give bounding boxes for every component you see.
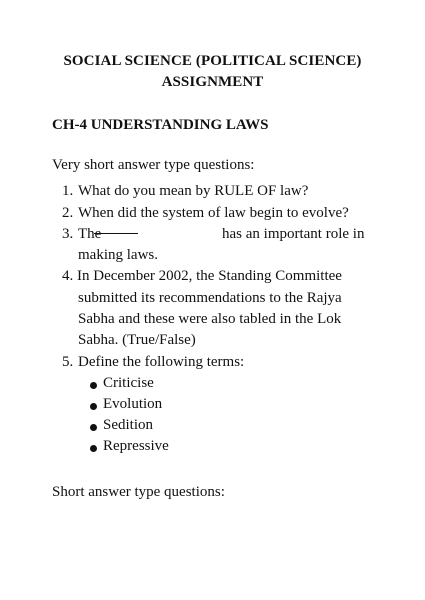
question-4-line2: submitted its recommendations to the Rajya <box>78 290 342 306</box>
question-1-number: 1. <box>62 183 74 199</box>
question-4-line3: Sabha and these were also tabled in the Lok <box>78 311 342 327</box>
question-4-line1: 4. In December 2002, the Standing Committee <box>62 268 342 284</box>
term-item-evolution: Evolution <box>103 396 163 412</box>
fill-in-blank-line <box>94 233 138 234</box>
term-item-repressive: Repressive <box>103 438 169 454</box>
question-3-number: 3. <box>62 226 74 242</box>
assignment-heading-line2: ASSIGNMENT <box>161 74 264 90</box>
question-3-text-start: The <box>78 226 102 242</box>
short-section-title: Short answer type questions: <box>52 484 225 500</box>
bullet-dot-icon <box>90 424 97 431</box>
bullet-dot-icon <box>90 403 97 410</box>
question-2-text: When did the system of law begin to evolve? <box>78 205 349 221</box>
term-item-sedition: Sedition <box>103 417 154 433</box>
bullet-dot-icon <box>90 382 97 389</box>
question-3-text-end: has an important role in <box>222 226 365 242</box>
question-2-number: 2. <box>62 205 74 221</box>
question-5-text: Define the following terms: <box>78 354 245 370</box>
question-3-continuation: making laws. <box>78 247 158 263</box>
assignment-heading-line1: SOCIAL SCIENCE (POLITICAL SCIENCE) <box>63 53 362 69</box>
question-5-number: 5. <box>62 354 74 370</box>
bullet-dot-icon <box>90 445 97 452</box>
term-item-criticise: Criticise <box>103 375 154 391</box>
very-short-section-title: Very short answer type questions: <box>52 157 255 173</box>
chapter-title: CH-4 UNDERSTANDING LAWS <box>52 117 269 133</box>
question-1-text: What do you mean by RULE OF law? <box>78 183 309 199</box>
question-4-line4: Sabha. (True/False) <box>78 332 196 348</box>
